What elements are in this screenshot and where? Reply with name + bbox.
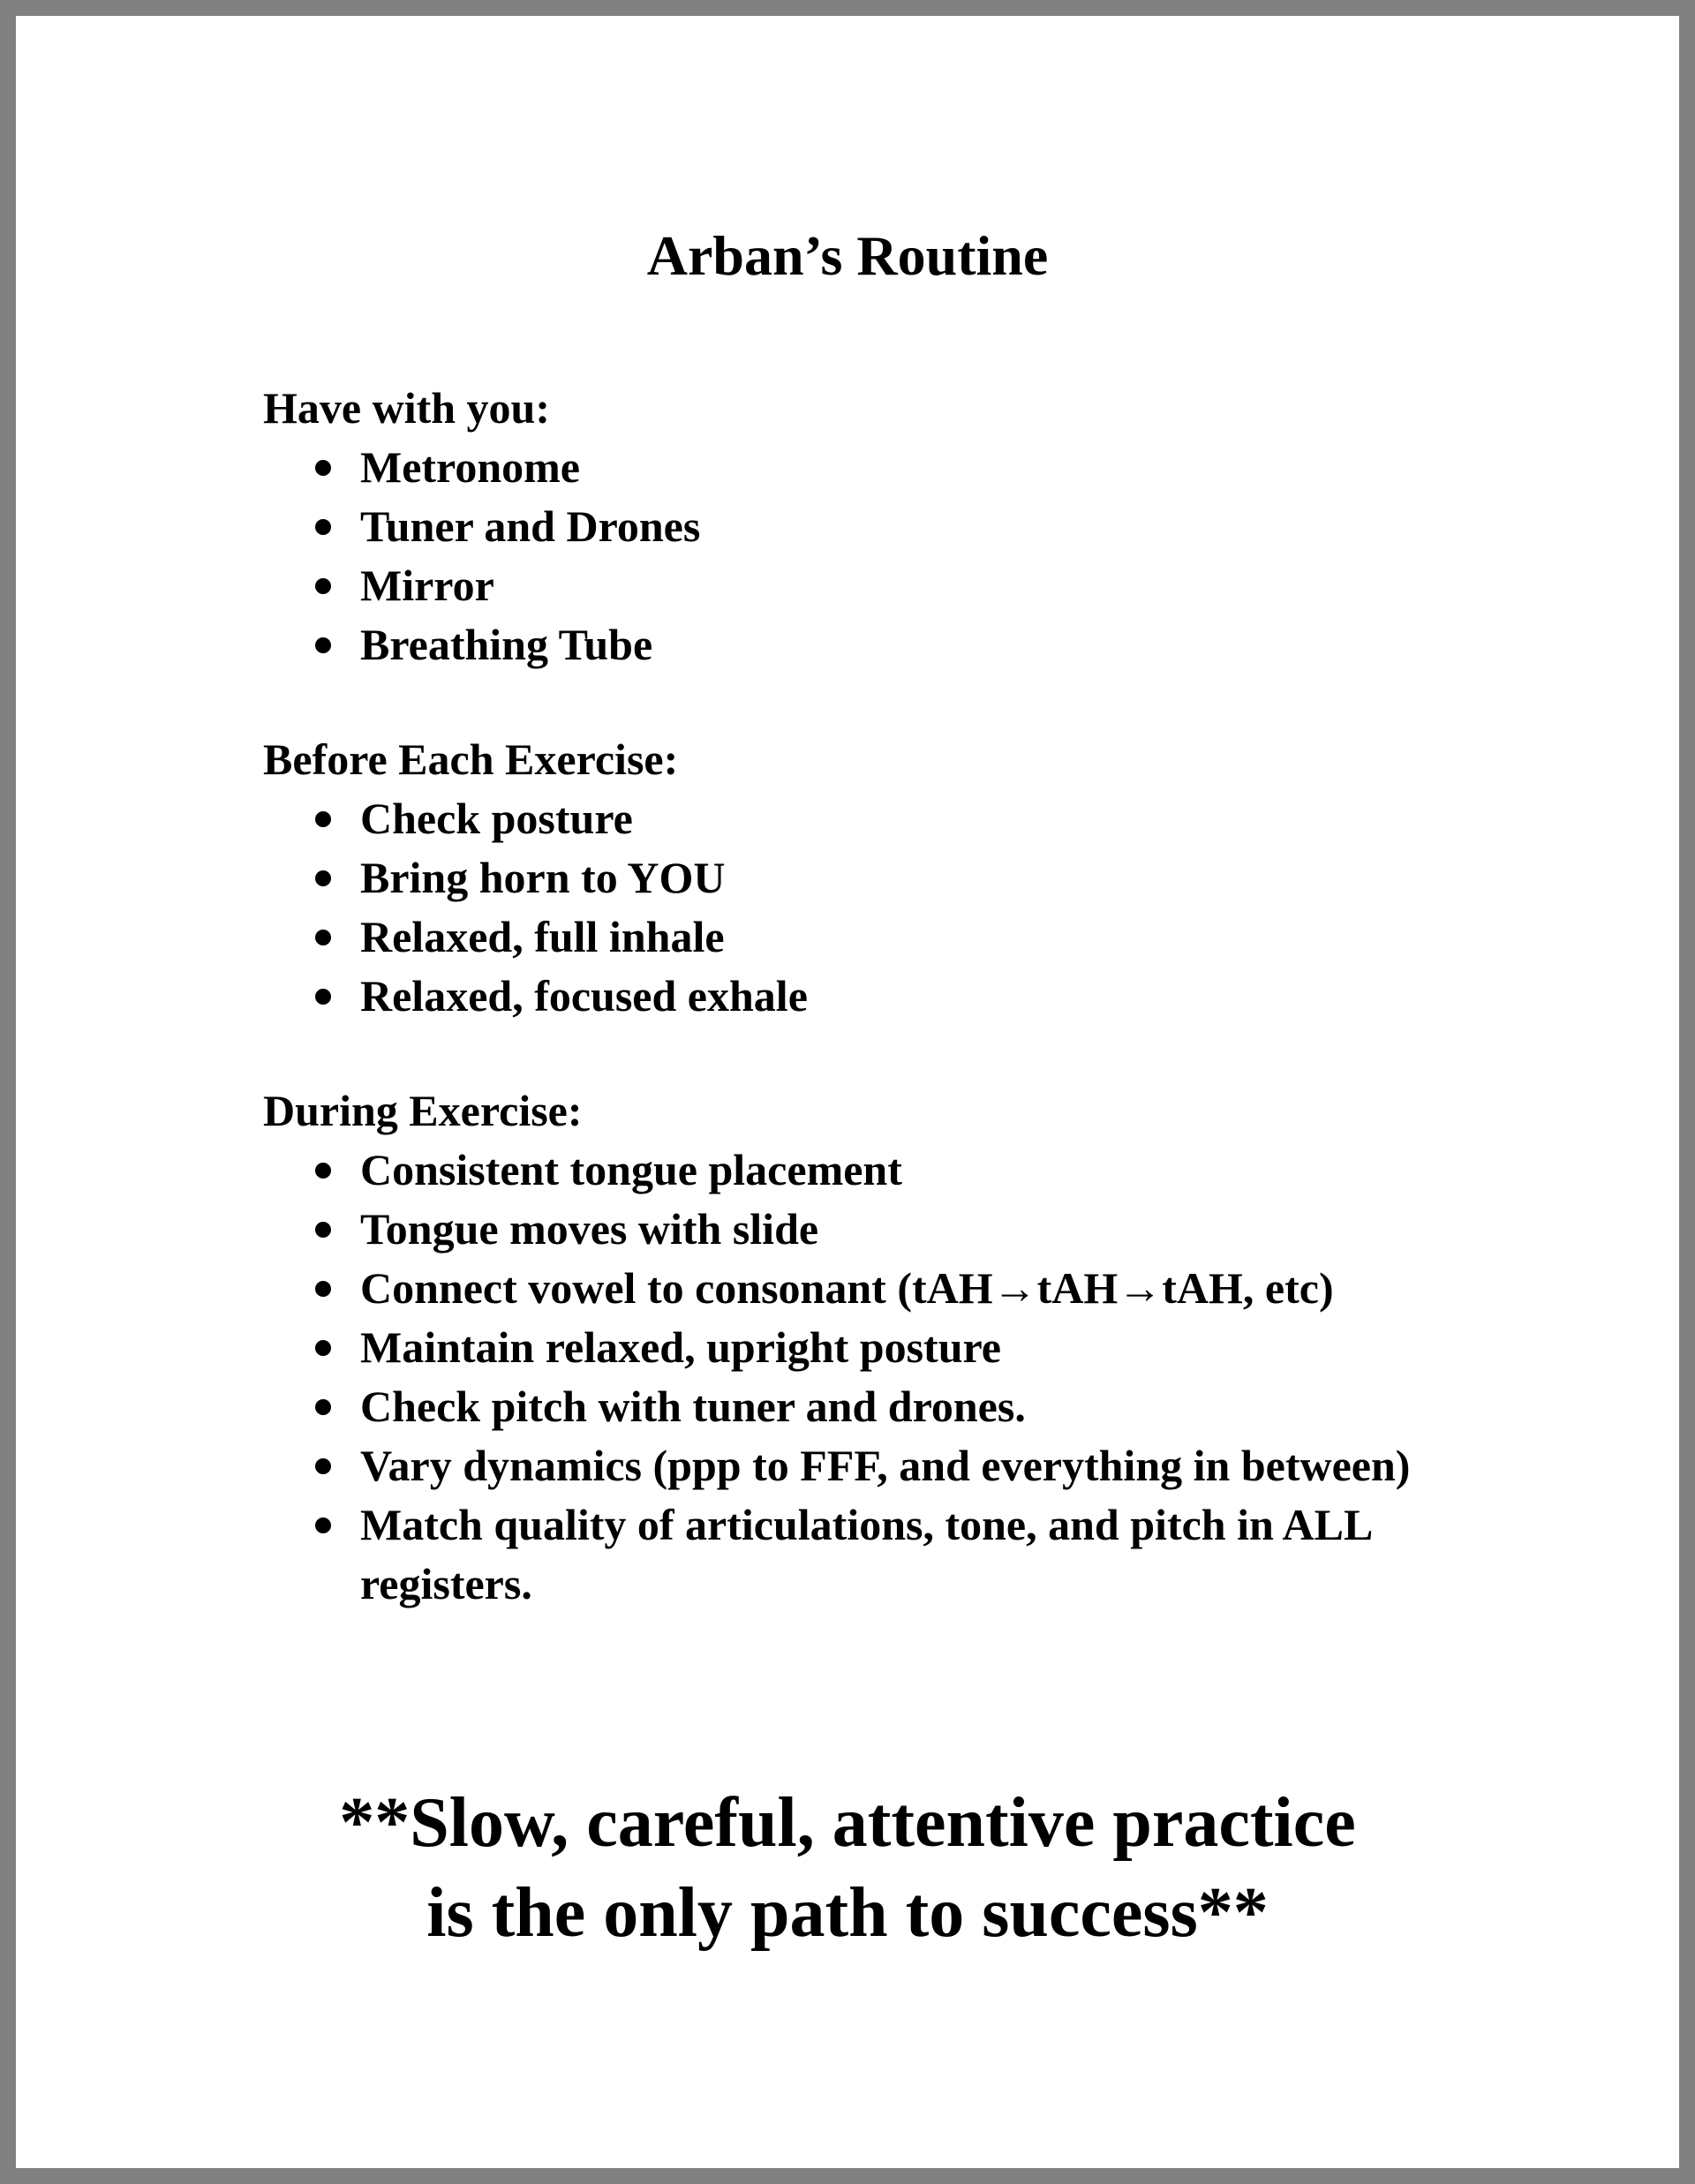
bullet-icon [315,1340,331,1356]
list-item-text: Bring horn to YOU [360,853,726,902]
list-item [263,1318,1411,1377]
list-item-text: Connect vowel to consonant (tAH→tAH→tAH, etc) [360,1263,1334,1313]
list-item-text: Tongue moves with slide [360,1204,819,1254]
bullet-icon [315,519,331,535]
list-item [263,615,1411,674]
page-title: Arban’s Routine [646,224,1049,287]
list-item-text: Check pitch with tuner and drones. [360,1382,1026,1431]
list-item [263,497,1411,556]
section-during-exercise [263,1081,1411,1614]
bullet-icon [315,1399,331,1415]
list-item [263,1200,1411,1259]
list-item-text: Check posture [360,794,633,843]
closing-statement [16,1778,1679,1958]
bullet-icon [315,1518,331,1533]
list-item [263,907,1411,967]
list-item-text: Metronome [360,442,580,492]
list-item [263,848,1411,907]
bullet-icon [315,1281,331,1297]
bullet-icon [315,1222,331,1238]
closing-line-2: is the only path to success** [426,1874,1269,1952]
list-item [263,556,1411,615]
list-item-text: Tuner and Drones [360,501,701,551]
bullet-icon [315,989,331,1005]
list-item-text: Relaxed, full inhale [360,912,725,961]
list-item [263,1495,1411,1614]
list-item-text: Breathing Tube [360,620,653,669]
bullet-icon [315,1458,331,1474]
closing-line-1: **Slow, careful, attentive practice [339,1784,1356,1862]
section-heading: Before Each Exercise: [263,734,679,784]
checklist [263,1141,1411,1614]
bullet-icon [315,811,331,827]
bullet-icon [315,870,331,886]
list-item-text: Match quality of articulations, tone, and pitch in ALL registers. [360,1500,1371,1608]
list-item [263,1436,1411,1495]
list-item-text: Maintain relaxed, upright posture [360,1322,1001,1372]
section-heading: Have with you: [263,383,550,433]
section-heading: During Exercise: [263,1086,583,1135]
list-item [263,1377,1411,1436]
list-item [263,967,1411,1026]
document-page [16,16,1679,2168]
bullet-icon [315,1163,331,1179]
bullet-icon [315,637,331,653]
list-item-text: Mirror [360,561,494,610]
section-have-with-you [263,378,1411,674]
list-item [263,1259,1411,1318]
list-item [263,438,1411,497]
section-before-each-exercise [263,729,1411,1026]
list-item-text: Relaxed, focused exhale [360,971,808,1020]
checklist [263,789,1411,1026]
list-item-text: Consistent tongue placement [360,1145,902,1194]
list-item [263,1141,1411,1200]
checklist [263,438,1411,674]
list-item [263,789,1411,848]
list-item-text: Vary dynamics (ppp to FFF, and everything in between) [360,1441,1411,1490]
bullet-icon [315,578,331,594]
bullet-icon [315,460,331,476]
bullet-icon [315,930,331,945]
